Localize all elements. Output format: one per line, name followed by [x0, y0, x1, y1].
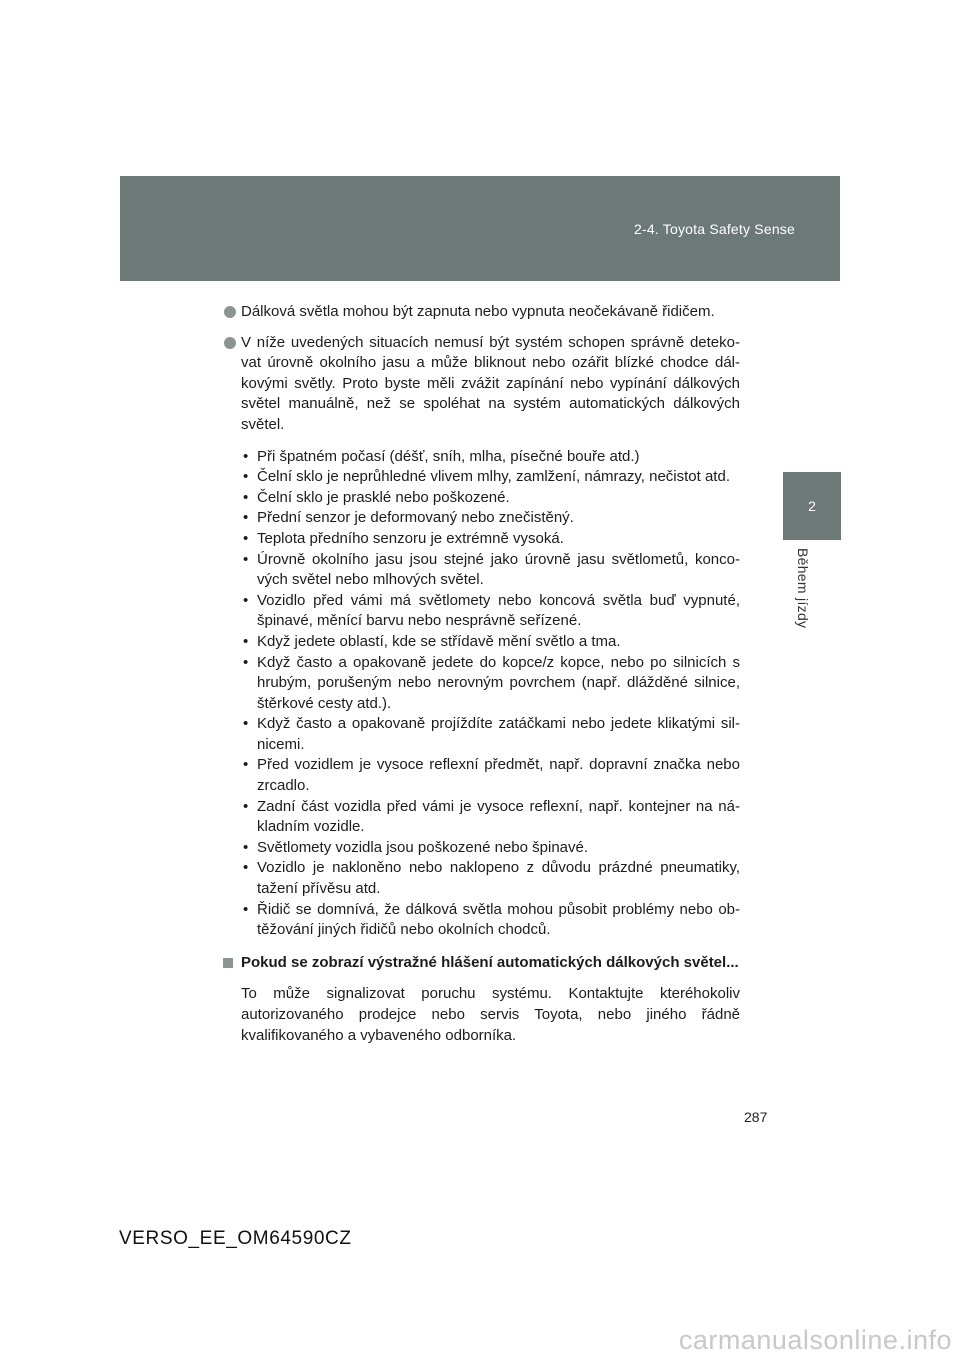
bullet-dot-icon: •: [243, 488, 249, 506]
list-item: • Když často a opakovaně jedete do kopce/z kopce, nebo po silnicích s hrubým, porušeným nebo nerovným povrchem (např. dlážděné silnice, štěrkové cesty atd.).: [243, 653, 740, 712]
list-item: • Teplota předního senzoru je extrémně vysoká.: [241, 529, 740, 550]
list-item: • Před vozidlem je vysoce reflexní předmět, např. dopravní značka nebo zrcadlo.: [243, 756, 740, 795]
chapter-label: Během jízdy: [795, 548, 811, 629]
bullet-dot-icon: •: [243, 632, 249, 650]
bullet-dot-icon: •: [243, 591, 249, 609]
list-item: • Při špatném počasí (déšť, sníh, mlha, písečné bouře atd.): [241, 447, 740, 468]
circle-bullet-icon: [224, 306, 236, 318]
list-item: • Vozidlo před vámi má světlomety nebo koncová světla buď vypnuté, špinavé, měnící barvu nebo nesprávně seřízené.: [243, 591, 740, 630]
bullet-text: V níže uvedených situacích nemusí být systém schopen správně detekovat úrovně okolního jasu a může bliknout nebo ozářit blízké chodce dálkovými světly. Proto byste měli zvážit zapínání nebo vypínání dálkových světel manuálně, než se spoléhat na systém automatických dálkových světel.: [241, 333, 740, 433]
warning-section-heading: [222, 953, 740, 974]
bullet-dot-icon: •: [243, 550, 249, 568]
list-item: • Když často a opakovaně projíždíte zatáčkami nebo jedete klikatými silnicemi.: [243, 715, 740, 753]
bullet-dot-icon: •: [243, 756, 249, 774]
warning-section-body: To může signalizovat poruchu systému. Kontaktujte kteréhokoliv autorizovaného prodejce nebo servis Toyota, nebo jiného řádně kvalifikovaného a vybaveného odborníka.: [241, 985, 740, 1044]
bullet-item: [222, 302, 740, 323]
chapter-number: 2: [808, 498, 816, 514]
bullet-dot-icon: •: [243, 468, 249, 486]
watermark: carmanualsonline.info: [678, 1325, 952, 1355]
bullet-dot-icon: •: [243, 509, 249, 527]
bullet-item: [222, 333, 740, 436]
heading-text: Pokud se zobrazí výstražné hlášení automatických dálkových světel...: [241, 953, 739, 971]
list-item: • Řidič se domnívá, že dálková světla mohou působit problémy nebo obtěžování jiných řidičů nebo okolních chodců.: [243, 900, 740, 939]
list-item: • Čelní sklo je neprůhledné vlivem mlhy, zamlžení, námrazy, nečistot atd.: [241, 467, 740, 488]
section-header-band: [120, 176, 840, 281]
bullet-dot-icon: •: [243, 653, 249, 671]
page-number: 287: [744, 1109, 768, 1125]
bullet-dot-icon: •: [243, 859, 249, 877]
list-item: • Zadní část vozidla před vámi je vysoce reflexní, např. kontejner na nákladním vozidle.: [243, 797, 740, 836]
list-item: • Přední senzor je deformovaný nebo znečistěný.: [241, 508, 740, 529]
document-code: VERSO_EE_OM64590CZ: [119, 1228, 352, 1249]
bullet-text: Dálková světla mohou být zapnuta nebo vypnuta neočekávaně řidičem.: [241, 303, 715, 320]
page-content: [222, 302, 740, 1046]
list-item: • Když jedete oblastí, kde se střídavě mění světlo a tma.: [241, 632, 740, 653]
circle-bullet-icon: [224, 337, 236, 349]
section-title: 2-4. Toyota Safety Sense: [634, 221, 795, 237]
bullet-dot-icon: •: [243, 715, 249, 733]
bullet-dot-icon: •: [243, 900, 249, 918]
bullet-dot-icon: •: [243, 797, 249, 815]
bullet-dot-icon: •: [243, 529, 249, 547]
list-item: • Vozidlo je nakloněno nebo naklopeno z důvodu prázdné pneumatiky, tažení přívěsu atd.: [243, 859, 740, 898]
list-item: • Úrovně okolního jasu jsou stejné jako úrovně jasu světlometů, koncových světel nebo mlhových světel.: [243, 550, 740, 589]
list-item: • Světlomety vozidla jsou poškozené nebo špinavé.: [241, 838, 740, 859]
bullet-dot-icon: •: [243, 838, 249, 856]
situation-list: [222, 447, 740, 941]
bullet-dot-icon: •: [243, 447, 249, 465]
square-bullet-icon: [223, 958, 233, 968]
list-item: • Čelní sklo je prasklé nebo poškozené.: [241, 488, 740, 509]
chapter-tab: [783, 472, 841, 540]
